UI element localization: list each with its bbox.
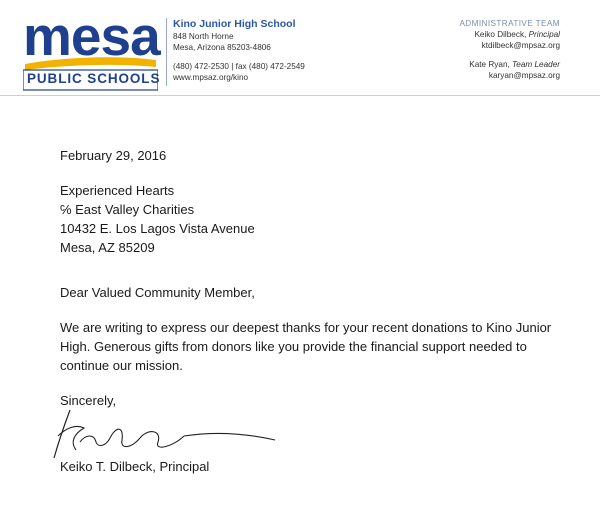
letterhead-rule — [0, 95, 600, 96]
recipient-line-3: 10432 E. Los Lagos Vista Avenue — [60, 221, 255, 236]
logo-subtitle: PUBLIC SCHOOLS — [27, 71, 161, 86]
recipient-line-2: ℅ East Valley Charities — [60, 202, 195, 217]
letterhead-divider — [166, 18, 167, 86]
mesa-public-schools-logo — [23, 5, 161, 92]
admin-team-block — [459, 18, 560, 81]
admin2-title: Team Leader — [512, 60, 560, 69]
phone-fax: (480) 472-2530 | fax (480) 472-2549 — [173, 62, 305, 71]
address-line-1: 848 North Horne — [173, 32, 234, 41]
body-paragraph: We are writing to express our deepest thanks for your recent donations to Kino Junior High. Generous gifts from donors like you provide the financial support needed to continue our mission. — [60, 320, 552, 373]
school-name: Kino Junior High School — [173, 18, 296, 30]
admin1-name: Keiko Dilbeck, — [474, 30, 529, 39]
recipient-line-1: Experienced Hearts — [60, 183, 175, 198]
address-line-2: Mesa, Arizona 85203-4806 — [173, 43, 271, 52]
signer-name: Keiko T. Dilbeck, Principal — [60, 459, 210, 474]
letter-body — [60, 146, 560, 410]
handwritten-signature — [50, 406, 290, 464]
recipient-line-4: Mesa, AZ 85209 — [60, 240, 155, 255]
school-contact-block — [173, 18, 305, 83]
admin1-email: ktdilbeck@mpsaz.org — [481, 41, 560, 50]
logo-wordmark: mesa — [23, 5, 160, 67]
letter-date: February 29, 2016 — [60, 148, 167, 163]
admin2-line — [459, 59, 560, 70]
salutation: Dear Valued Community Member, — [60, 285, 255, 300]
admin2-name: Kate Ryan, — [469, 60, 513, 69]
website: www.mpsaz.org/kino — [173, 73, 249, 82]
admin-heading: ADMINISTRATIVE TEAM — [459, 19, 560, 28]
closing: Sincerely, — [60, 393, 117, 408]
admin1-title: Principal — [528, 30, 560, 39]
admin1-line — [459, 29, 560, 40]
admin2-email: karyan@mpsaz.org — [488, 71, 560, 80]
